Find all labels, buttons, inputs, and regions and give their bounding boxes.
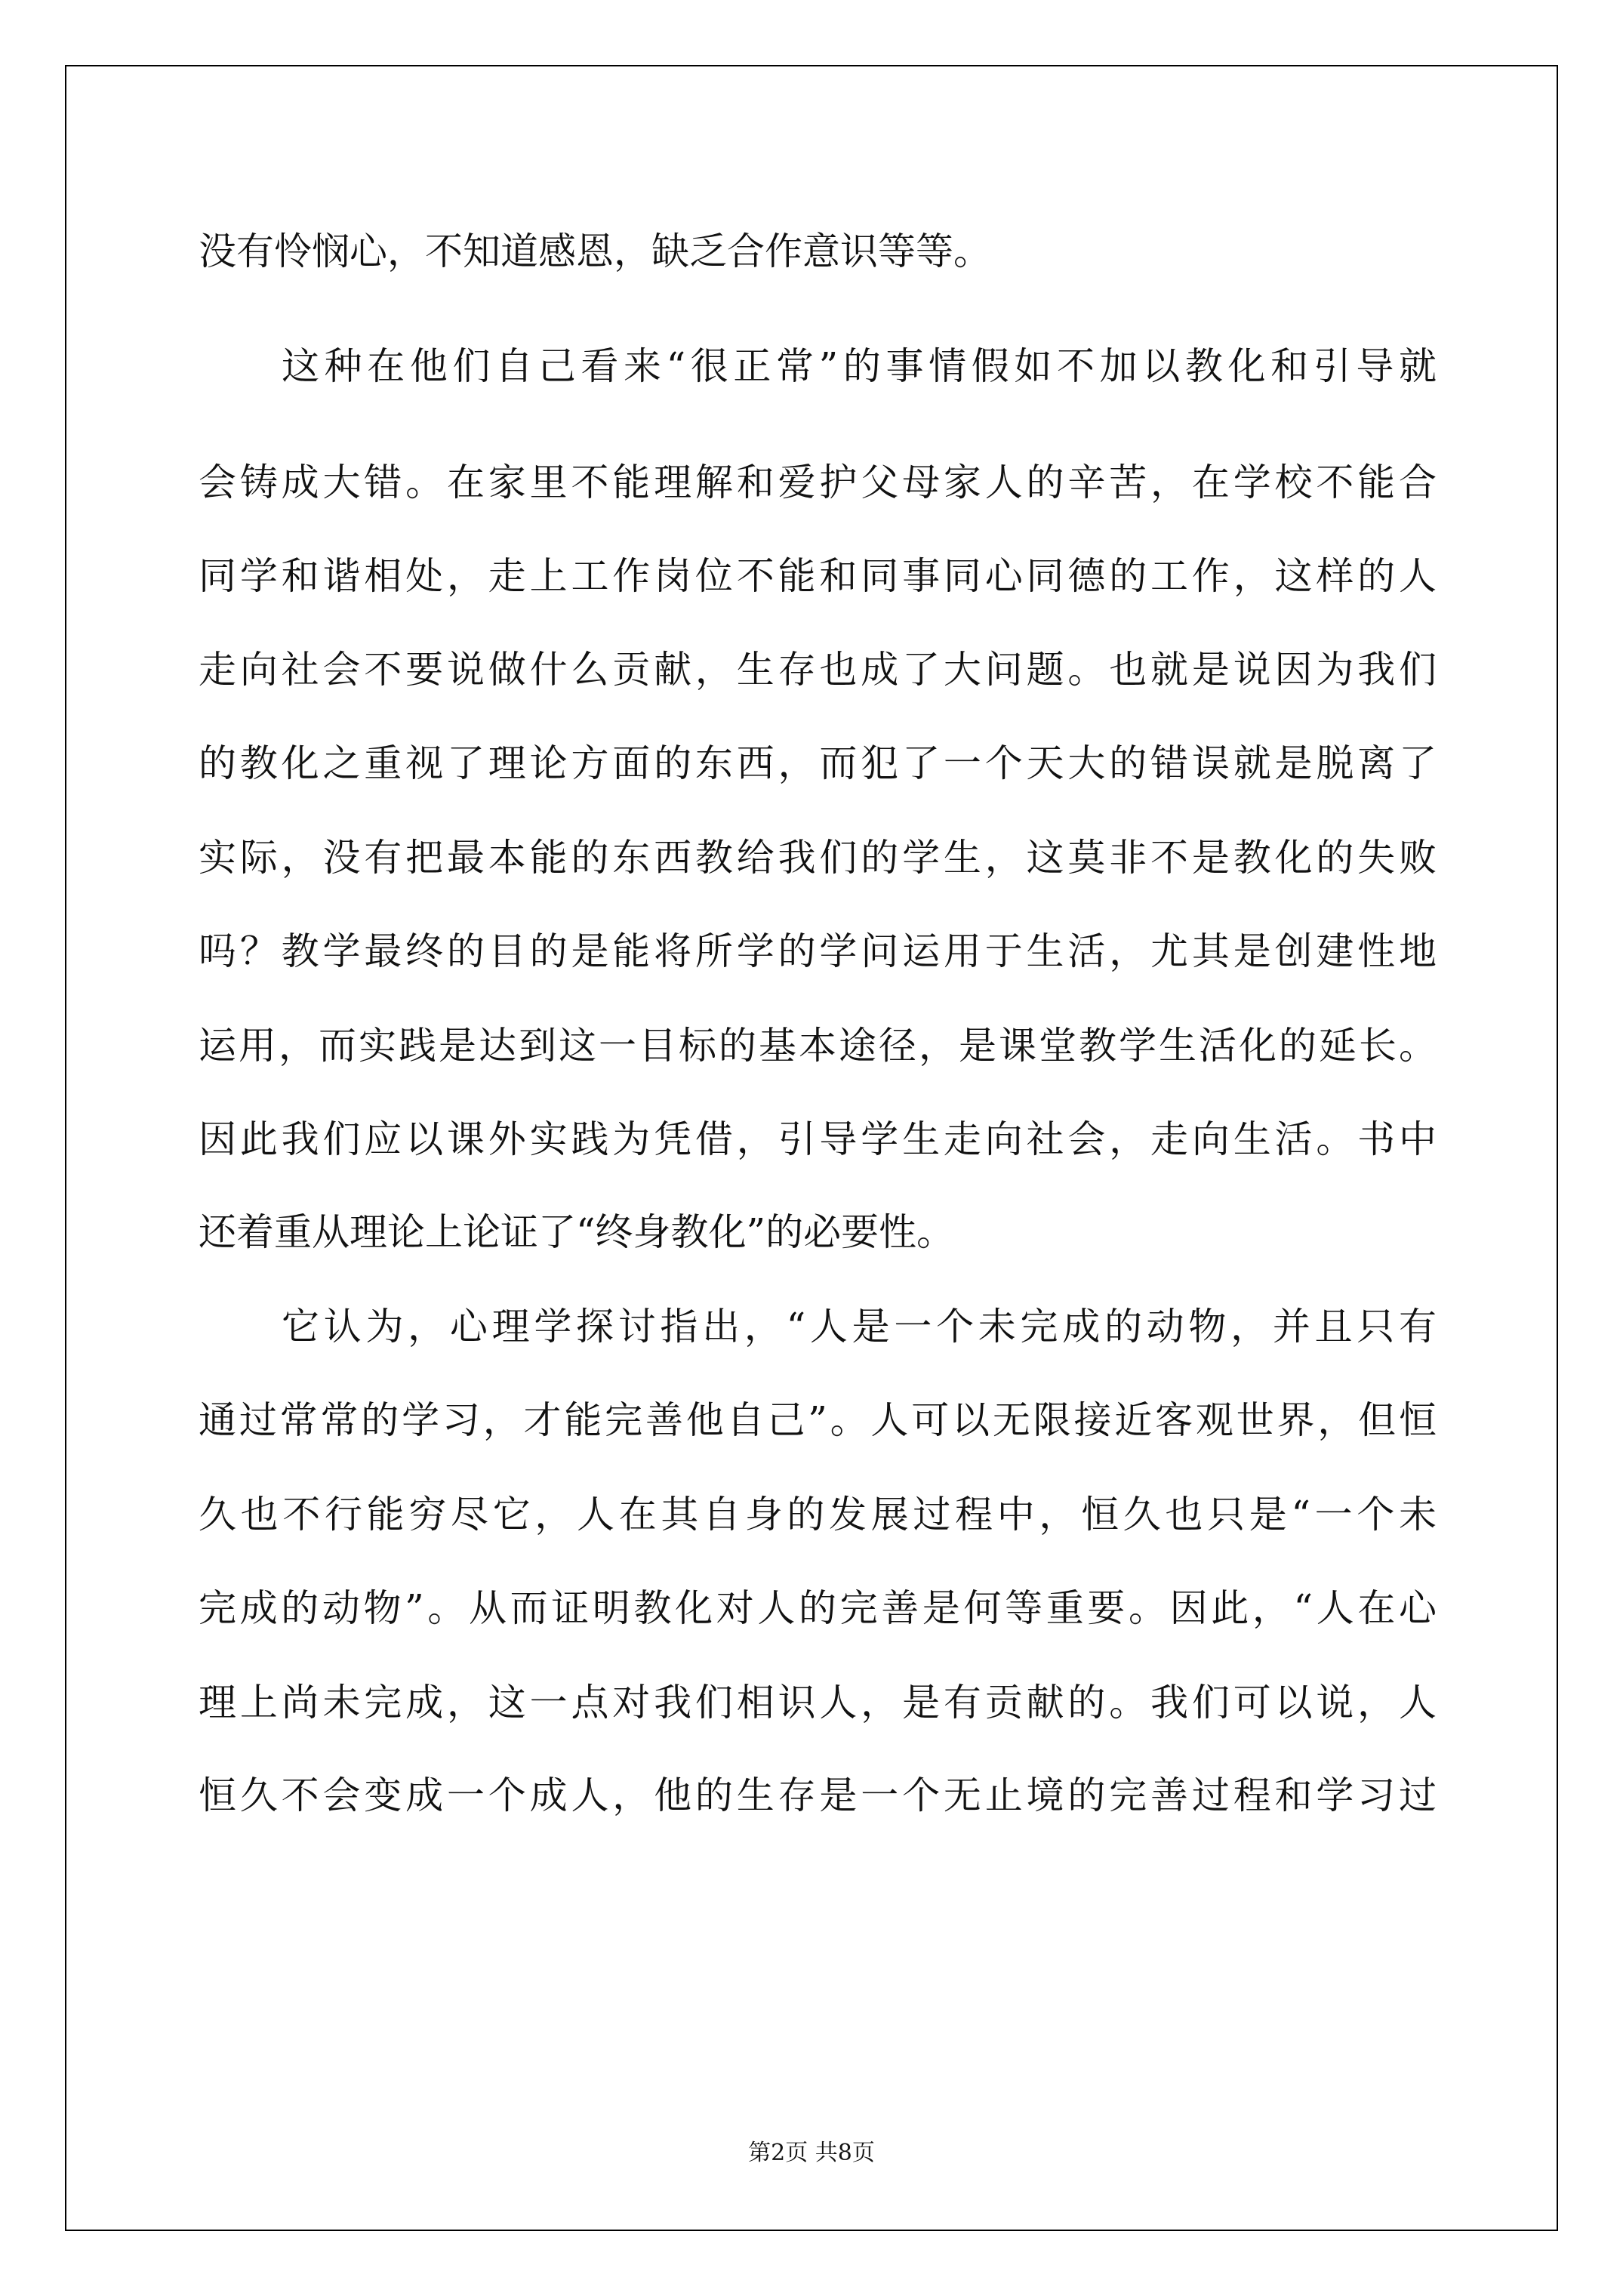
text-line: 因此我们应以课外实践为凭借，引导学生走向社会，走向生活。书中: [199, 1117, 1437, 1161]
text-line: 通过常常的学习，才能完善他自己”。人可以无限接近客观世界，但恒: [199, 1398, 1437, 1442]
paragraph-start-line: 这种在他们自己看来“很正常”的事情假如不加以教化和引导就: [282, 344, 1437, 388]
text-line: 吗？教学最终的目的是能将所学的学问运用于生活，尤其是创建性地: [199, 929, 1437, 973]
text-line: 恒久不会变成一个成人，他的生存是一个无止境的完善过程和学习过: [199, 1774, 1437, 1817]
text-line: 会铸成大错。在家里不能理解和爱护父母家人的辛苦，在学校不能合: [199, 461, 1437, 504]
page-number-footer: 第2页 共8页: [748, 2140, 875, 2166]
text-line: 同学和谐相处，走上工作岗位不能和同事同心同德的工作，这样的人: [199, 554, 1437, 598]
text-line: 久也不行能穷尽它，人在其自身的发展过程中，恒久也只是“一个未: [199, 1493, 1437, 1536]
text-line: 运用，而实践是达到这一目标的基本途径，是课堂教学生活化的延长。: [199, 1024, 1437, 1068]
text-line: 还着重从理论上论证了“终身教化”的必要性。: [199, 1210, 955, 1254]
text-line: 的教化之重视了理论方面的东西，而犯了一个天大的错误就是脱离了: [199, 741, 1437, 785]
text-line: 没有怜悯心，不知道感恩，缺乏合作意识等等。: [199, 230, 991, 273]
text-line: 走向社会不要说做什么贡献，生存也成了大问题。也就是说因为我们: [199, 648, 1437, 692]
text-line: 理上尚未完成，这一点对我们相识人，是有贡献的。我们可以说，人: [199, 1681, 1437, 1724]
paragraph-start-line: 它认为，心理学探讨指出，“人是一个未完成的动物，并且只有: [282, 1305, 1437, 1348]
text-line: 实际，没有把最本能的东西教给我们的学生，这莫非不是教化的失败: [199, 836, 1437, 880]
text-line: 完成的动物”。从而证明教化对人的完善是何等重要。因此，“人在心: [199, 1586, 1437, 1630]
